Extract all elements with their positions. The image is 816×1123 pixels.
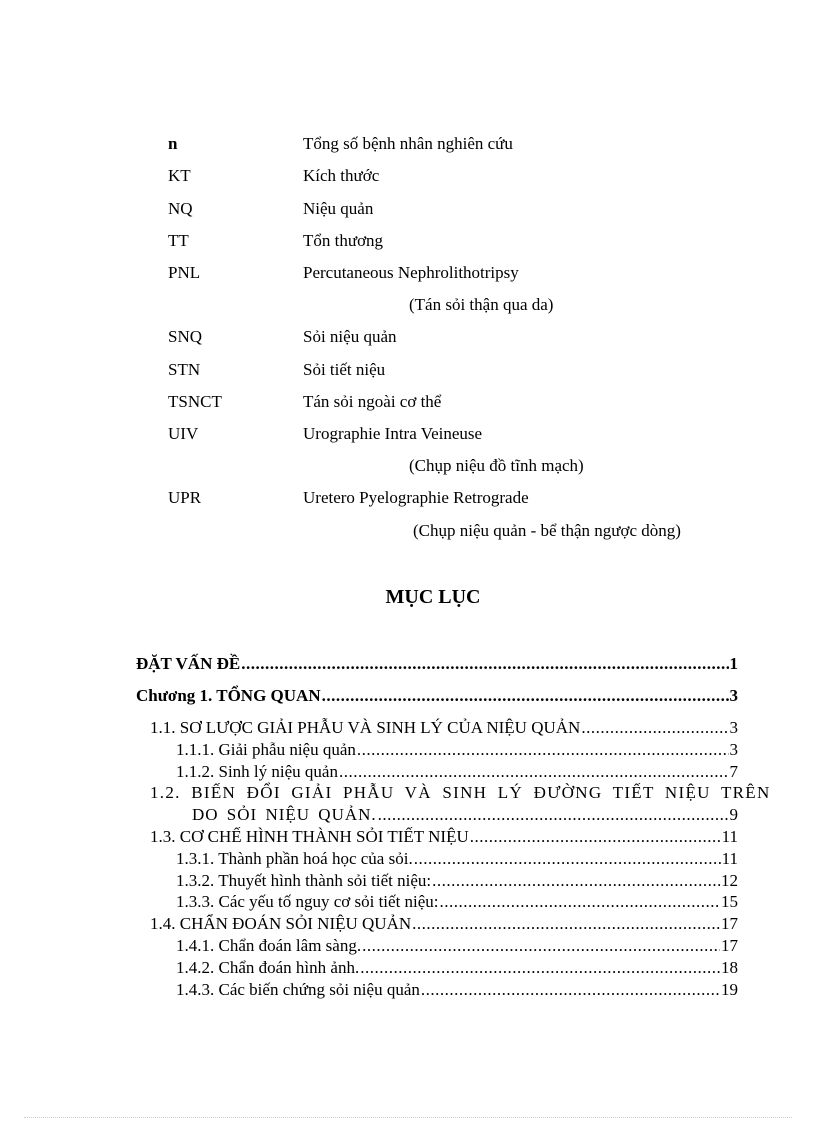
abbreviation-row bbox=[0, 261, 816, 285]
toc-entry-page: 18 bbox=[721, 958, 738, 977]
abbreviation-row bbox=[0, 422, 816, 446]
toc-entry-page: 11 bbox=[721, 849, 738, 868]
page-bottom-rule bbox=[24, 1117, 792, 1118]
toc-entry-page: 1 bbox=[729, 654, 738, 673]
toc-entry[interactable] bbox=[136, 653, 738, 675]
toc-entry-label-continued: DO SỎI NIỆU QUẢN. bbox=[192, 805, 377, 824]
dot-leader bbox=[414, 848, 721, 870]
toc-entry-label: 1.4. CHẨN ĐOÁN SỎI NIỆU QUẢN bbox=[150, 914, 412, 933]
abbreviation-translation-row bbox=[0, 519, 816, 543]
toc-entry[interactable] bbox=[176, 870, 738, 892]
abbreviation-key: TSNCT bbox=[168, 392, 222, 411]
dot-leader bbox=[357, 739, 729, 761]
abbreviation-value: Percutaneous Nephrolithotripsy bbox=[303, 263, 519, 282]
toc-entry-page: 15 bbox=[721, 892, 738, 911]
toc-entry-label: 1.4.2. Chẩn đoán hình ảnh. bbox=[176, 958, 360, 977]
toc-entry-label: 1.4.3. Các biến chứng sỏi niệu quản bbox=[176, 980, 420, 999]
toc-entry-label: 1.1.1. Giải phẫu niệu quản bbox=[176, 740, 356, 759]
abbreviation-translation: (Chụp niệu quản - bể thận ngược dòng) bbox=[413, 521, 681, 540]
toc-entry[interactable] bbox=[150, 717, 738, 739]
dot-leader bbox=[432, 870, 720, 892]
abbreviation-value: Sỏi tiết niệu bbox=[303, 360, 386, 379]
toc-entry[interactable] bbox=[176, 761, 738, 783]
abbreviation-key: TT bbox=[168, 231, 189, 250]
toc-entry[interactable] bbox=[176, 935, 738, 957]
toc-entry-label: ĐẶT VẤN ĐỀ bbox=[136, 654, 241, 673]
toc-entry-label: Chương 1. TỔNG QUAN bbox=[136, 686, 321, 705]
abbreviation-value: Sỏi niệu quản bbox=[303, 327, 397, 346]
dot-leader bbox=[412, 913, 720, 935]
abbreviation-translation-row bbox=[0, 293, 816, 317]
toc-entry[interactable] bbox=[176, 979, 738, 1001]
abbreviation-key: n bbox=[168, 134, 178, 153]
toc-entry-label[interactable]: 1.2. BIẾN ĐỔI GIẢI PHẪU VÀ SINH LÝ ĐƯỜNG TIẾT NIỆU TRÊN bbox=[150, 783, 771, 802]
toc-entry-label: 1.3. CƠ CHẾ HÌNH THÀNH SỎI TIẾT NIỆU bbox=[150, 827, 469, 846]
abbreviation-key: KT bbox=[168, 166, 191, 185]
toc-entry-page: 17 bbox=[721, 936, 738, 955]
toc-entry-label: 1.4.1. Chẩn đoán lâm sàng. bbox=[176, 936, 362, 955]
dot-leader bbox=[440, 891, 720, 913]
toc-entry-page: 3 bbox=[729, 740, 738, 759]
abbreviation-translation: (Chụp niệu đồ tĩnh mạch) bbox=[409, 456, 584, 475]
abbreviation-row bbox=[0, 229, 816, 253]
abbreviation-translation-row bbox=[0, 454, 816, 478]
abbreviation-row bbox=[0, 390, 816, 414]
toc-entry[interactable] bbox=[176, 848, 738, 870]
abbreviation-value: Tổn thương bbox=[303, 231, 384, 250]
toc-entry[interactable] bbox=[176, 957, 738, 979]
dot-leader bbox=[470, 826, 721, 848]
toc-entry[interactable] bbox=[176, 739, 738, 761]
dot-leader bbox=[362, 935, 720, 957]
abbreviation-key: PNL bbox=[168, 263, 201, 282]
toc-title: MỤC LỤC bbox=[385, 586, 481, 608]
abbreviation-value: Urographie Intra Veineuse bbox=[303, 424, 483, 443]
toc-entry-label: 1.3.3. Các yếu tố nguy cơ sỏi tiết niệu: bbox=[176, 892, 439, 911]
abbreviation-key: UPR bbox=[168, 488, 202, 507]
abbreviation-value: Niệu quản bbox=[303, 199, 374, 218]
toc-entry-page: 7 bbox=[729, 762, 738, 781]
abbreviation-row bbox=[0, 197, 816, 221]
dot-leader bbox=[339, 761, 729, 783]
toc-entry[interactable] bbox=[150, 826, 738, 848]
abbreviation-value: Tán sỏi ngoài cơ thể bbox=[303, 392, 442, 411]
toc-entry-page: 3 bbox=[729, 718, 738, 737]
toc-entry-page: 11 bbox=[721, 827, 738, 846]
toc-entry-label: 1.3.1. Thành phần hoá học của sỏi. bbox=[176, 849, 413, 868]
dot-leader bbox=[322, 685, 729, 707]
toc-entry-label: 1.1.2. Sinh lý niệu quản bbox=[176, 762, 338, 781]
toc-entry[interactable] bbox=[192, 804, 738, 826]
dot-leader bbox=[241, 653, 728, 675]
toc-entry[interactable] bbox=[150, 913, 738, 935]
abbreviation-key: STN bbox=[168, 360, 201, 379]
toc-entry-page: 3 bbox=[729, 686, 738, 705]
abbreviation-row bbox=[0, 164, 816, 188]
toc-entry-page: 9 bbox=[729, 805, 738, 824]
abbreviation-value: Tổng số bệnh nhân nghiên cứu bbox=[303, 134, 513, 153]
toc-entry-page: 19 bbox=[721, 980, 738, 999]
abbreviation-translation: (Tán sỏi thận qua da) bbox=[409, 295, 554, 314]
abbreviation-value: Uretero Pyelographie Retrograde bbox=[303, 488, 529, 507]
dot-leader bbox=[360, 957, 720, 979]
dot-leader bbox=[378, 804, 729, 826]
toc-entry-page: 12 bbox=[721, 871, 738, 890]
abbreviation-value: Kích thước bbox=[303, 166, 380, 185]
abbreviation-key: SNQ bbox=[168, 327, 203, 346]
toc-entry-page: 17 bbox=[721, 914, 738, 933]
abbreviation-key: NQ bbox=[168, 199, 193, 218]
toc-entry-label: 1.1. SƠ LƯỢC GIẢI PHẪU VÀ SINH LÝ CỦA NIỆU QUẢN bbox=[150, 718, 581, 737]
toc-entry[interactable] bbox=[176, 891, 738, 913]
abbreviation-key: UIV bbox=[168, 424, 199, 443]
dot-leader bbox=[581, 717, 728, 739]
abbreviation-row bbox=[0, 132, 816, 156]
toc-entry-label: 1.3.2. Thuyết hình thành sỏi tiết niệu: bbox=[176, 871, 432, 890]
toc-entry[interactable] bbox=[136, 685, 738, 707]
abbreviation-row bbox=[0, 358, 816, 382]
dot-leader bbox=[421, 979, 720, 1001]
abbreviation-row bbox=[0, 486, 816, 510]
abbreviation-row bbox=[0, 325, 816, 349]
